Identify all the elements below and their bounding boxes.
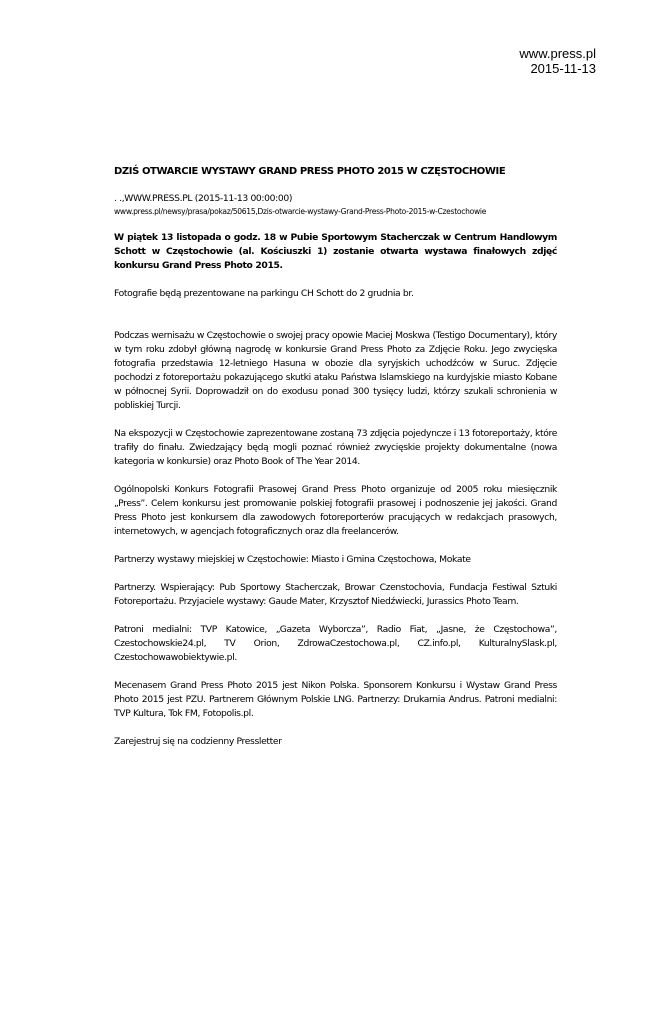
article-url: www.press.pl/newsy/prasa/pokaz/50615,Dzis-otwarcie-wystawy-Grand-Press-Photo-2015-w-Czestochowie — [114, 207, 487, 216]
article-title: DZIŚ OTWARCIE WYSTAWY GRAND PRESS PHOTO 2015 W CZĘSTOCHOWIE — [114, 166, 506, 177]
article-paragraph-9: Zarejestruj się na codzienny Pressletter — [114, 736, 282, 747]
site-name: www.press.pl — [519, 46, 596, 61]
article-paragraph-7: Patroni medialni: TVP Katowice, „Gazeta Wyborcza”, Radio Fiat, „Jasne, że Częstochowa”, Czestochowskie24.pl, TV Orion, ZdrowaCzestochowa.pl, CZ.info.pl, KulturalnySlask.pl, Czestochowawobiektywie.pl. — [114, 624, 557, 663]
article-paragraph-4: Ogólnopolski Konkurs Fotografii Prasowej Grand Press Photo organizuje od 2005 roku miesięcznik „Press”. Celem konkursu jest promowanie polskiej fotografii prasowej i podnoszenie jej jakości. Grand Press Photo jest konkursem dla zawodowych fotoreporterów pracujących w redakcjach prasowych, internetowych, w agencjach fotograficznych oraz dla freelancerów. — [114, 484, 557, 537]
article-paragraph-8: Mecenasem Grand Press Photo 2015 jest Nikon Polska. Sponsorem Konkursu i Wystaw Grand Press Photo 2015 jest PZU. Partnerem Głównym Polskie LNG. Partnerzy: Drukarnia Andrus. Patroni medialni: TVP Kultura, Tok FM, Fotopolis.pl. — [114, 680, 557, 719]
article-paragraph-3: Na ekspozycji w Częstochowie zaprezentowane zostaną 73 zdjęcia pojedyncze i 13 fotoreportaży, które trafiły do finału. Zwiedzający będą mogli poznać również zwycięskie projekty dokumentalne (nowa kategoria w konkursie) oraz Photo Book of The Year 2014. — [114, 428, 557, 467]
article-paragraph-2: Podczas wernisażu w Częstochowie o swojej pracy opowie Maciej Moskwa (Testigo Documentary), który w tym roku zdobył główną nagrodę w konkursie Grand Press Photo za Zdjęcie Roku. Jego zwycięska fotografia przedstawia 12-letniego Hasuna w obozie dla syryjskich uchodźców w Suruc. Zdjęcie pochodzi z fotoreportażu pokazującego skutki ataku Państwa Islamskiego na kurdyjskie miasto Kobane w północnej Syrii. Doprowadził on do exodusu ponad 300 tysięcy ludzi, którzy szukali schronienia w pobliskiej Turcji. — [114, 330, 557, 411]
article — [114, 165, 557, 763]
article-paragraph-1: Fotografie będą prezentowane na parkingu CH Schott do 2 grudnia br. — [114, 288, 414, 299]
document-date: 2015-11-13 — [530, 61, 596, 76]
document-header — [519, 46, 596, 76]
article-source: . .,WWW.PRESS.PL (2015-11-13 00:00:00) — [114, 193, 293, 204]
article-paragraph-5: Partnerzy wystawy miejskiej w Częstochowie: Miasto i Gmina Częstochowa, Mokate — [114, 554, 471, 565]
article-paragraph-6: Partnerzy. Wspierający: Pub Sportowy Stacherczak, Browar Czenstochovia, Fundacja Festiwal Sztuki Fotoreportażu. Przyjaciele wystawy: Gaude Mater, Krzysztof Niedźwiecki, Jurassics Photo Team. — [114, 582, 557, 607]
article-lead: W piątek 13 listopada o godz. 18 w Pubie Sportowym Stacherczak w Centrum Handlowym Schott w Częstochowie (al. Kościuszki 1) zostanie otwarta wystawa finałowych zdjęć konkursu Grand Press Photo 2015. — [114, 232, 557, 271]
